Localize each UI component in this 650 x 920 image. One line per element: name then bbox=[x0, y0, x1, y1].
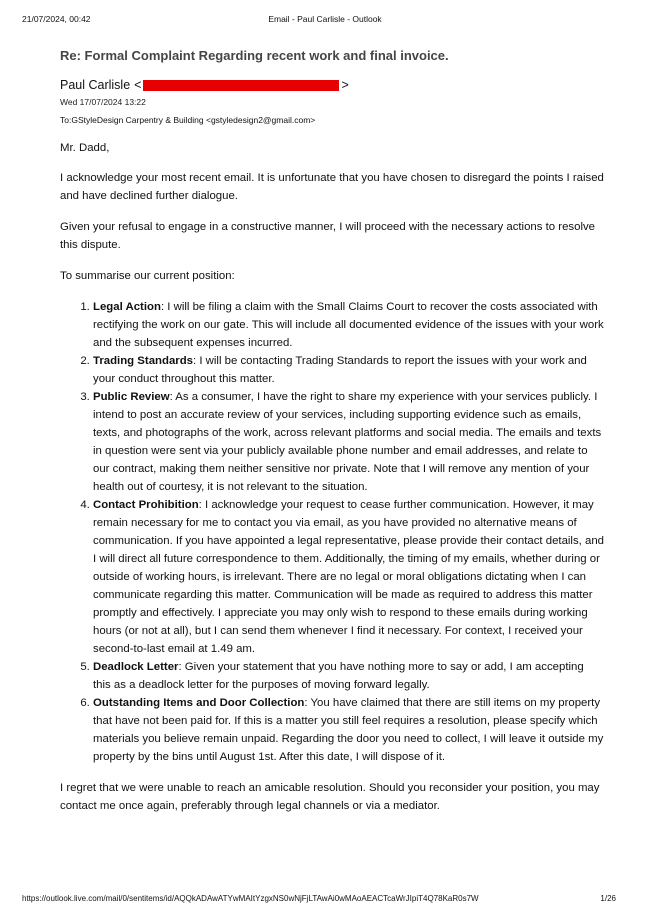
position-list bbox=[60, 298, 604, 766]
email-subject: Re: Formal Complaint Regarding recent work and final invoice. bbox=[60, 48, 449, 63]
list-item-text: : You have claimed that there are still items on my property that have not been paid for. If this is a matter you still feel requires a resolution, please specify which materials you believe remain unpaid. Regarding the door you need to collect, I will leave it outside my property by the bins until August 1st. After this date, I will dispose of it. bbox=[93, 697, 604, 763]
print-header bbox=[22, 14, 628, 26]
list-item-term: Public Review bbox=[93, 391, 170, 403]
list-item-text: : As a consumer, I have the right to share my experience with your services publicly. I intend to post an accurate review of your services, including supporting evidence such as emails, texts, and photographs of the work, across relevant platforms and social media. The emails and texts in question were sent via your publicly available phone number and email addresses, and relate to our contract, making them neither sensitive nor private. Note that I will remove any mention of your health out of courtesy, it is not relevant to the situation. bbox=[93, 391, 602, 493]
sender-row bbox=[60, 77, 604, 93]
list-item-text: : Given your statement that you have nothing more to say or add, I am accepting this as a deadlock letter for the purposes of moving forward legally. bbox=[93, 661, 584, 691]
redacted-email-address bbox=[143, 80, 339, 91]
list-item bbox=[93, 496, 604, 658]
list-item bbox=[93, 298, 604, 352]
sender-email-close: > bbox=[341, 78, 349, 92]
print-page-title: Email - Paul Carlisle - Outlook bbox=[268, 14, 382, 24]
print-footer bbox=[22, 894, 628, 906]
list-item-term: Contact Prohibition bbox=[93, 499, 199, 511]
list-item bbox=[93, 694, 604, 766]
list-item-text: : I will be contacting Trading Standards to report the issues with your work and your conduct throughout this matter. bbox=[93, 355, 587, 385]
sender-email-open: < bbox=[134, 78, 142, 92]
closing-paragraph: I regret that we were unable to reach an amicable resolution. Should you reconsider your position, you may contact me once again, preferably through legal channels or via a mediator. bbox=[60, 782, 600, 812]
sent-date: Wed 17/07/2024 13:22 bbox=[60, 97, 146, 107]
list-item bbox=[93, 658, 604, 694]
list-item-term: Deadlock Letter bbox=[93, 661, 179, 673]
list-item-text: : I acknowledge your request to cease further communication. However, it may remain necessary for me to contact you via email, as you have provided no alternative means of communication. If you have appointed a legal representative, please provide their contact details, and I will direct all future correspondence to them. Additionally, the timing of my emails, whether during or outside of working hours, is irrelevant. There are no legal or moral obligations dictating when I can communicate regarding this matter. Communication will be made as required to address this matter promptly and effectively. I appreciate you may only wish to respond to these emails during working hours (or not at all), but I can send them whenever I find it necessary. For context, I received your second-to-last email at 1.49 am. bbox=[93, 499, 604, 655]
list-item-text: : I will be filing a claim with the Small Claims Court to recover the costs associated with rectifying the work on our gate. This will include all documented evidence of the issues with your work and the subsequent expenses incurred. bbox=[93, 301, 604, 349]
email-body bbox=[60, 139, 604, 815]
recipient-line: To:GStyleDesign Carpentry & Building <gstyledesign2@gmail.com> bbox=[60, 115, 316, 125]
sender-name: Paul Carlisle bbox=[60, 78, 131, 92]
body-paragraph: To summarise our current position: bbox=[60, 270, 235, 282]
list-item-term: Legal Action bbox=[93, 301, 161, 313]
page-number: 1/26 bbox=[600, 894, 616, 903]
list-item bbox=[93, 388, 604, 496]
print-date: 21/07/2024, 00:42 bbox=[22, 14, 91, 24]
body-paragraph: I acknowledge your most recent email. It is unfortunate that you have chosen to disregard the points I raised and have declined further dialogue. bbox=[60, 172, 604, 202]
body-paragraph: Given your refusal to engage in a constructive manner, I will proceed with the necessary actions to resolve this dispute. bbox=[60, 221, 596, 251]
email-content bbox=[60, 48, 604, 828]
list-item-term: Outstanding Items and Door Collection bbox=[93, 697, 305, 709]
list-item bbox=[93, 352, 604, 388]
list-item-term: Trading Standards bbox=[93, 355, 194, 367]
print-url: https://outlook.live.com/mail/0/sentitems/id/AQQkADAwATYwMAItYzgxNS0wNjFjLTAwAi0wMAoAEACTcaWrJIpiT4Q78KaR0s7W bbox=[22, 894, 479, 903]
salutation: Mr. Dadd, bbox=[60, 142, 110, 154]
